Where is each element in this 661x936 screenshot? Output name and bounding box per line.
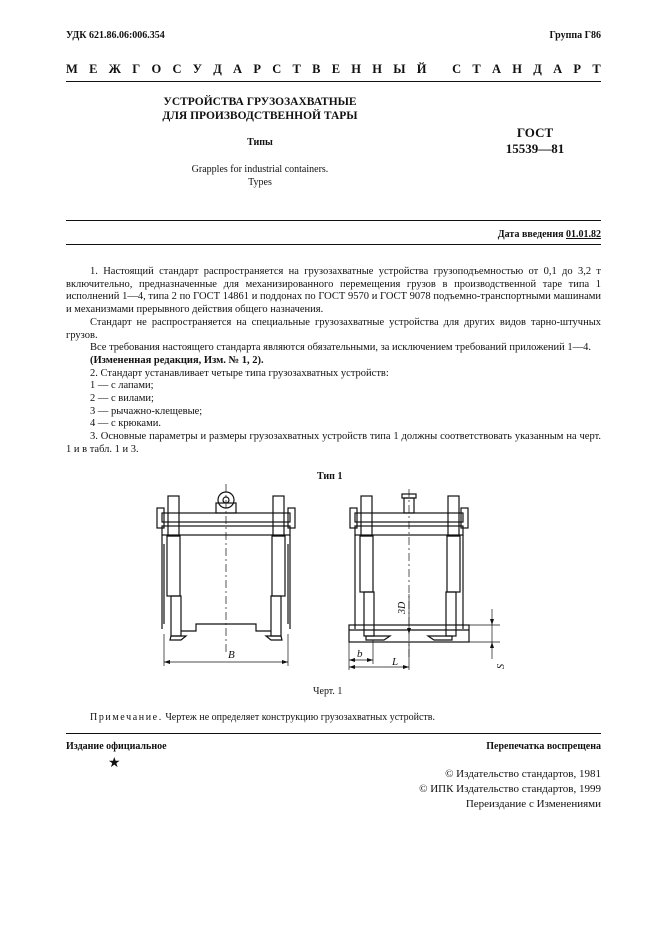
reissue-note: Переиздание с Изменениями <box>465 798 601 810</box>
technical-drawing <box>140 484 520 684</box>
banner-letter: Е <box>331 62 341 76</box>
document-title <box>100 95 420 123</box>
title-line-2: ДЛЯ ПРОИЗВОДСТВЕННОЙ ТАРЫ <box>162 110 358 122</box>
list-item: 4 — с крюками. <box>90 418 161 430</box>
intro-date-value: 01.01.82 <box>566 229 601 240</box>
note-label: Примечание. <box>90 712 163 723</box>
group-code: Группа Г86 <box>549 30 601 41</box>
label-3D: 3D <box>397 601 408 614</box>
banner-letter: С <box>172 62 182 76</box>
banner-letter: Е <box>89 62 98 76</box>
paragraph-3: Все требования настоящего стандарта являются обязательными, за исключением требований приложений 1—4. <box>90 342 591 354</box>
banner-letter: Й <box>416 62 427 76</box>
banner-letter: В <box>312 62 321 76</box>
document-subtitle: Типы <box>247 137 273 148</box>
banner-letter: Ы <box>393 62 406 76</box>
date-rule <box>66 244 601 245</box>
gost-code: 15539—81 <box>505 141 565 156</box>
footer-rule <box>66 733 601 734</box>
banner-letter: Г <box>132 62 141 76</box>
banner-letter: Р <box>253 62 261 76</box>
reprint-notice: Перепечатка воспрещена <box>486 741 601 752</box>
banner-letter: Н <box>351 62 362 76</box>
figure-title: Тип 1 <box>317 471 343 482</box>
label-S: S <box>496 664 507 669</box>
banner-letter: Т <box>592 62 601 76</box>
banner-letter: Н <box>372 62 382 76</box>
list-item: 3 — рычажно-клещевые; <box>90 405 203 417</box>
figure-note <box>90 712 435 723</box>
intro-date <box>498 229 601 240</box>
banner-letter: Т <box>472 62 481 76</box>
banner-letter: Р <box>573 62 582 76</box>
banner-letter: С <box>272 62 282 76</box>
banner-letter: Ж <box>108 62 122 76</box>
banner-letter: С <box>452 62 462 76</box>
label-b: b <box>357 648 363 660</box>
figure-caption: Черт. 1 <box>313 686 343 697</box>
banner-letter: А <box>233 62 243 76</box>
paragraph-amendment: (Измененная редакция, Изм. № 1, 2). <box>90 354 264 366</box>
label-L: L <box>392 656 399 668</box>
note-text: Чертеж не определяет конструкцию грузозахватных устройств. <box>162 712 436 723</box>
list-item: 1 — с лапами; <box>90 380 154 392</box>
english-title-line-1: Grapples for industrial containers. <box>191 164 329 175</box>
paragraph-2: Стандарт не распространяется на специальные грузозахватные устройства для других видов тарно-штучных грузов. <box>66 316 601 341</box>
banner-letter: Д <box>533 62 542 76</box>
banner-letter: Н <box>512 62 523 76</box>
official-edition: Издание официальное <box>66 741 167 752</box>
banner-letter: У <box>192 62 202 76</box>
banner-letter: М <box>66 62 78 76</box>
title-rule <box>66 220 601 221</box>
english-title-line-2: Types <box>248 177 272 188</box>
copyright-1999: © ИПК Издательство стандартов, 1999 <box>419 783 601 795</box>
star-icon: ★ <box>108 756 121 771</box>
copyright-block <box>419 767 601 812</box>
paragraph-parameters: 3. Основные параметры и размеры грузозахватных устройств типа 1 должны соответствовать указанным на черт. 1 и в табл. 1 и 3. <box>66 431 601 455</box>
banner-letter: А <box>492 62 502 76</box>
banner-rule <box>66 81 601 82</box>
label-B: B <box>228 649 235 661</box>
gost-number <box>480 125 590 157</box>
document-body <box>66 266 601 457</box>
title-line-1: УСТРОЙСТВА ГРУЗОЗАХВАТНЫЕ <box>163 96 357 108</box>
paragraph-1: 1. Настоящий стандарт распространяется на грузозахватные устройства грузоподъемностью от 0,1 до 3,2 т включительно, предназначенные для механизированного перемещения грузов в производственной таре типа 1 исполнений 1—4, типа 2 по ГОСТ 14861 и поддонах по ГОСТ 9570 и ГОСТ 9078 подъемно-транспортными машинами и механизмами прерывного действия общего назначения. <box>66 266 601 316</box>
banner-letter: О <box>151 62 162 76</box>
paragraph-types: 2. Стандарт устанавливает четыре типа грузозахватных устройств: <box>90 367 389 379</box>
banner-letter <box>438 62 441 77</box>
side-view <box>349 489 500 670</box>
front-view <box>157 484 295 666</box>
banner-letter: Т <box>292 62 301 76</box>
banner-letter: А <box>553 62 563 76</box>
gost-label: ГОСТ <box>516 125 554 140</box>
standard-banner <box>66 62 601 77</box>
banner-letter: Д <box>213 62 222 76</box>
intro-date-label: Дата введения <box>497 229 564 240</box>
udk-code: УДК 621.86.06:006.354 <box>66 30 165 41</box>
list-item: 2 — с вилами; <box>90 393 154 405</box>
copyright-1981: © Издательство стандартов, 1981 <box>445 768 601 780</box>
english-title <box>100 163 420 189</box>
